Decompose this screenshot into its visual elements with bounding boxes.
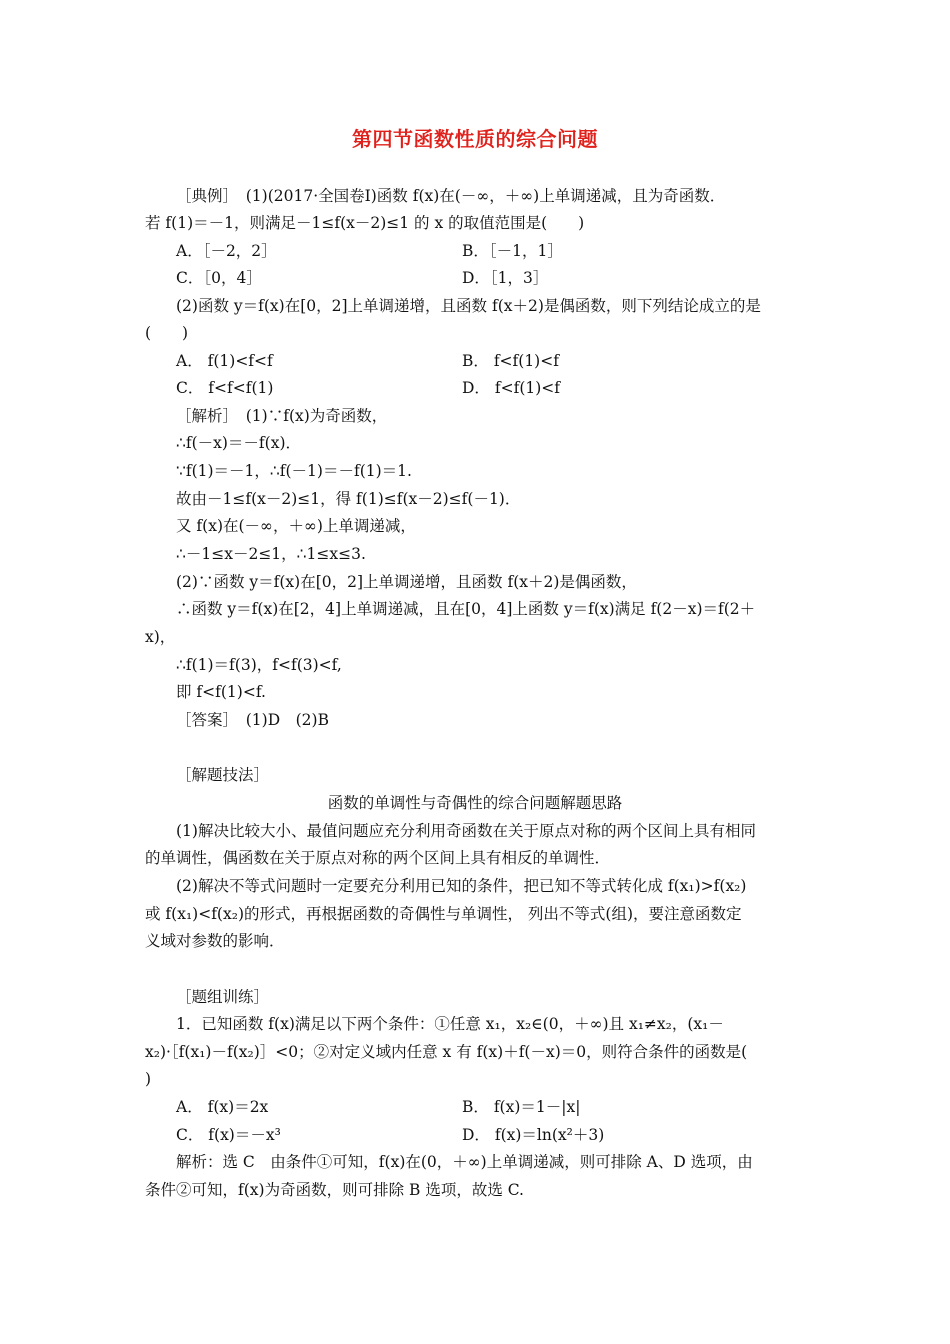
technique-paragraph: 的单调性，偶函数在关于原点对称的两个区间上具有相反的单调性．: [145, 849, 611, 867]
analysis-line: ∵f(1)＝－1，∴f(－1)＝－f(1)＝1.: [176, 462, 412, 480]
technique-paragraph: (2)解决不等式问题时一定要充分利用已知的条件，把已知不等式转化成 f(x₁)>f(x₂): [176, 877, 747, 895]
training-label: ［题组训练］: [176, 988, 270, 1006]
analysis-line: ∴函数 y＝f(x)在[2，4]上单调递减，且在[0，4]上函数 y＝f(x)满足 f(2－x)＝f(2＋: [176, 600, 756, 618]
technique-paragraph: 义域对参数的影响．: [145, 932, 285, 950]
example-line-1: ［典例］ (1)(2017·全国卷Ⅰ)函数 f(x)在(－∞，＋∞)上单调递减，且为奇函数．: [176, 187, 726, 205]
technique-paragraph: (1)解决比较大小、最值问题应充分利用奇函数在关于原点对称的两个区间上具有相同: [176, 822, 756, 840]
option-d: D． f<f(1)<f: [462, 379, 560, 397]
technique-paragraph: 或 f(x₁)<f(x₂)的形式，再根据函数的奇偶性与单调性， 列出不等式(组)，要注意函数定: [145, 905, 742, 923]
technique-heading: 函数的单调性与奇偶性的综合问题解题思路: [327, 794, 623, 812]
analysis-line: ［解析］ (1)∵f(x)为奇函数，: [176, 407, 388, 425]
answer-line: ［答案］ (1)D (2)B: [176, 711, 329, 729]
page-title: 第四节函数性质的综合问题: [352, 127, 598, 151]
question-line: 1．已知函数 f(x)满足以下两个条件：①任意 x₁，x₂∈(0，＋∞)且 x₁≠x₂，(x₁－: [176, 1015, 724, 1033]
option-b: B． f<f(1)<f: [462, 352, 559, 370]
option-b: B． f(x)＝1－|x|: [462, 1098, 581, 1116]
option-c: C．［0，4］: [176, 269, 262, 287]
technique-label: ［解题技法］: [176, 766, 270, 784]
option-b: B．［－1，1］: [462, 242, 563, 260]
example-line-4: ( ): [145, 324, 189, 342]
option-a: A．［－2，2］: [176, 242, 277, 260]
option-c: C． f(x)＝－x³: [176, 1126, 281, 1144]
option-a: A． f(x)＝2x: [176, 1098, 269, 1116]
option-c: C． f<f<f(1): [176, 379, 274, 397]
analysis-line: (2)∵函数 y＝f(x)在[0，2]上单调递增，且函数 f(x＋2)是偶函数，: [176, 573, 637, 591]
example-line-3: (2)函数 y＝f(x)在[0，2]上单调递增，且函数 f(x＋2)是偶函数，则下列结论成立的是: [176, 297, 761, 315]
option-d: D． f(x)＝ln(x²＋3): [462, 1126, 605, 1144]
solution-line: 条件②可知，f(x)为奇函数，则可排除 B 选项，故选 C.: [145, 1181, 524, 1199]
analysis-line: 即 f<f(1)<f.: [176, 683, 266, 701]
example-line-2: 若 f(1)＝－1，则满足－1≤f(x－2)≤1 的 x 的取值范围是( ): [145, 214, 585, 232]
analysis-line: ∴f(－x)＝－f(x)．: [176, 434, 302, 452]
analysis-line: ∴－1≤x－2≤1，∴1≤x≤3.: [176, 545, 366, 563]
analysis-line: x)，: [145, 628, 176, 646]
analysis-line: 故由－1≤f(x－2)≤1，得 f(1)≤f(x－2)≤f(－1)．: [176, 490, 521, 508]
option-a: A． f(1)<f<f: [176, 352, 273, 370]
question-line: ): [145, 1070, 152, 1088]
analysis-line: 又 f(x)在(－∞，＋∞)上单调递减，: [176, 517, 416, 535]
option-d: D．［1，3］: [462, 269, 549, 287]
question-line: x₂)·［f(x₁)－f(x₂)］<0；②对定义域内任意 x 有 f(x)＋f(－x)＝0，则符合条件的函数是(: [145, 1043, 748, 1061]
analysis-line: ∴f(1)＝f(3)，f<f(3)<f,: [176, 656, 342, 674]
solution-line: 解析：选 C 由条件①可知，f(x)在(0，＋∞)上单调递减，则可排除 A、D 选项，由: [176, 1153, 753, 1171]
